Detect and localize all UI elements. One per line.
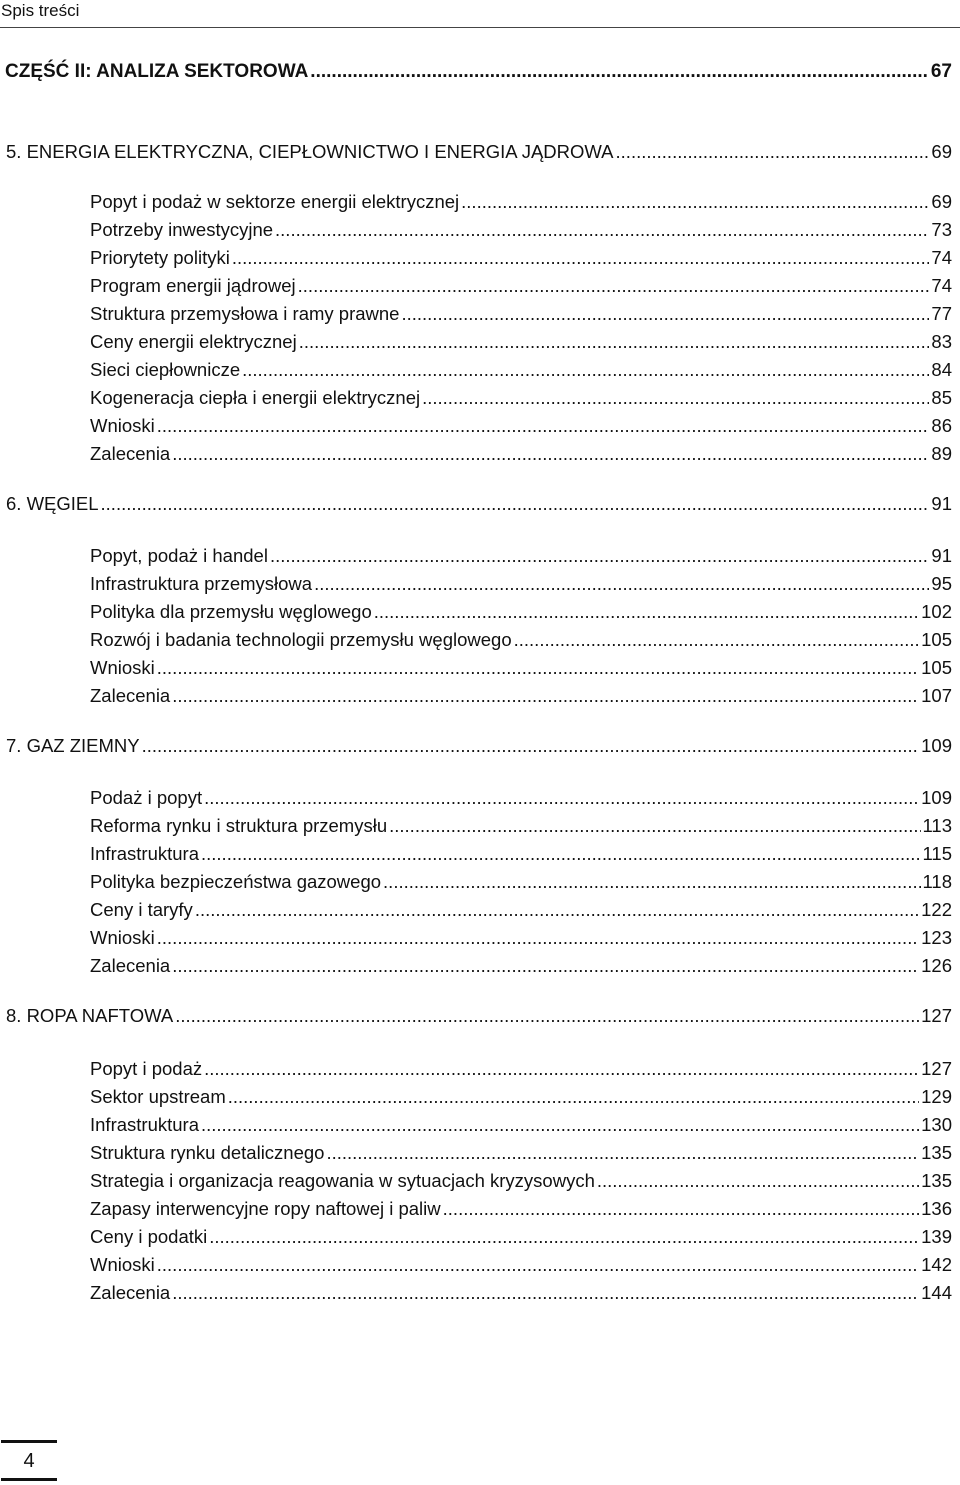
toc-entry-page: 84 — [931, 359, 952, 380]
toc-entry-page: 118 — [922, 871, 952, 892]
toc-dot-leader — [157, 926, 919, 950]
toc-dot-leader — [195, 898, 919, 922]
toc-entry[interactable] — [90, 1113, 952, 1137]
toc-entry[interactable] — [90, 414, 952, 438]
toc-dot-leader — [310, 60, 929, 84]
toc-dot-leader — [383, 870, 920, 894]
toc-dot-leader — [242, 358, 929, 382]
toc-entry[interactable] — [90, 814, 952, 838]
toc-entry-title: Priorytety polityki — [90, 247, 230, 268]
toc-entry-title: Zapasy interwencyjne ropy naftowej i paliw — [90, 1198, 441, 1219]
toc-entry-page: 122 — [921, 899, 952, 920]
toc-entry-page: 109 — [921, 787, 952, 808]
toc-entry-title: Polityka dla przemysłu węglowego — [90, 601, 372, 622]
toc-entry[interactable] — [90, 190, 952, 214]
toc-entry-title: Infrastruktura — [90, 1114, 199, 1135]
page-number-rule-top — [1, 1440, 57, 1443]
toc-entry[interactable] — [90, 1197, 952, 1221]
toc-dot-leader — [232, 246, 930, 270]
toc-dot-leader — [157, 656, 919, 680]
toc-dot-leader — [374, 600, 919, 624]
toc-entry-title: Infrastruktura — [90, 843, 199, 864]
toc-entry[interactable] — [90, 544, 952, 568]
toc-entry-page: 89 — [931, 443, 952, 464]
toc-entry[interactable] — [90, 1085, 952, 1109]
toc-entry-page: 144 — [921, 1282, 952, 1303]
toc-entry[interactable] — [90, 656, 952, 680]
toc-entry[interactable] — [90, 842, 952, 866]
toc-dot-leader — [298, 274, 930, 298]
toc-entry-title: Ceny energii elektrycznej — [90, 331, 297, 352]
toc-dot-leader — [204, 786, 919, 810]
toc-entry-page: 83 — [931, 331, 952, 352]
toc-entry[interactable] — [90, 926, 952, 950]
toc-entry-title: Polityka bezpieczeństwa gazowego — [90, 871, 382, 892]
toc-dot-leader — [401, 302, 929, 326]
toc-dot-leader — [204, 1057, 919, 1081]
toc-dot-leader — [616, 140, 930, 164]
toc-entry-page: 113 — [922, 815, 952, 836]
toc-dot-leader — [201, 842, 921, 866]
toc-entry[interactable] — [90, 600, 952, 624]
toc-entry[interactable] — [90, 218, 952, 242]
toc-entry[interactable] — [5, 60, 952, 84]
toc-entry-page: 69 — [931, 141, 952, 162]
toc-dot-leader — [443, 1197, 919, 1221]
toc-dot-leader — [314, 572, 929, 596]
toc-dot-leader — [389, 814, 920, 838]
toc-dot-leader — [172, 442, 929, 466]
toc-entry-title: 8. ROPA NAFTOWA — [6, 1005, 174, 1026]
toc-entry-title: Ceny i taryfy — [90, 899, 193, 920]
toc-entry-page: 105 — [921, 657, 952, 678]
toc-entry-page: 107 — [921, 685, 952, 706]
toc-entry-title: Wnioski — [90, 415, 155, 436]
toc-entry-page: 127 — [921, 1058, 952, 1079]
toc-entry[interactable] — [90, 628, 952, 652]
toc-entry-title: Sieci ciepłownicze — [90, 359, 241, 380]
toc-entry-page: 91 — [931, 493, 952, 514]
toc-entry[interactable] — [90, 246, 952, 270]
toc-entry-title: Zalecenia — [90, 685, 171, 706]
toc-entry-title: 6. WĘGIEL — [6, 493, 99, 514]
toc-dot-leader — [597, 1169, 919, 1193]
toc-entry[interactable] — [90, 442, 952, 466]
toc-entry-page: 126 — [921, 955, 952, 976]
toc-entry[interactable] — [90, 572, 952, 596]
toc-entry[interactable] — [90, 1057, 952, 1081]
toc-entry-title: Wnioski — [90, 657, 155, 678]
toc-entry-page: 142 — [921, 1254, 952, 1275]
toc-entry-page: 67 — [930, 61, 952, 82]
toc-entry-title: Sektor upstream — [90, 1086, 226, 1107]
toc-entry-title: 7. GAZ ZIEMNY — [6, 735, 140, 756]
toc-entry-title: Rozwój i badania technologii przemysłu węglowego — [90, 629, 512, 650]
toc-entry-title: Popyt, podaż i handel — [90, 545, 268, 566]
toc-dot-leader — [142, 734, 919, 758]
toc-entry[interactable] — [90, 386, 952, 410]
toc-entry-page: 115 — [922, 843, 952, 864]
toc-entry-title: Zalecenia — [90, 443, 171, 464]
toc-entry-page: 73 — [931, 219, 952, 240]
toc-entry-title: Popyt i podaż — [90, 1058, 203, 1079]
toc-entry-page: 136 — [921, 1198, 952, 1219]
toc-entry[interactable] — [90, 302, 952, 326]
toc-entry-title: Zalecenia — [90, 955, 171, 976]
toc-entry-page: 102 — [921, 601, 952, 622]
toc-entry-page: 95 — [931, 573, 952, 594]
toc-entry-title: Wnioski — [90, 927, 155, 948]
toc-entry[interactable] — [90, 684, 952, 708]
toc-entry[interactable] — [90, 1253, 952, 1277]
toc-entry-page: 109 — [921, 735, 952, 756]
toc-entry[interactable] — [90, 1225, 952, 1249]
page-number-rule-bottom — [1, 1478, 57, 1481]
toc-entry-title: Potrzeby inwestycyjne — [90, 219, 274, 240]
page-number: 4 — [23, 1450, 35, 1472]
toc-entry-page: 105 — [921, 629, 952, 650]
toc-entry-page: 74 — [931, 247, 952, 268]
toc-entry[interactable] — [90, 898, 952, 922]
toc-dot-leader — [461, 190, 929, 214]
toc-dot-leader — [172, 954, 919, 978]
toc-dot-leader — [175, 1004, 919, 1028]
toc-entry[interactable] — [90, 330, 952, 354]
toc-entry[interactable] — [90, 358, 952, 382]
toc-entry[interactable] — [90, 1141, 952, 1165]
toc-entry[interactable] — [90, 1281, 952, 1305]
toc-entry-page: 135 — [921, 1142, 952, 1163]
toc-dot-leader — [172, 1281, 919, 1305]
toc-entry-title: Wnioski — [90, 1254, 155, 1275]
toc-entry-page: 123 — [921, 927, 952, 948]
toc-entry-page: 77 — [931, 303, 952, 324]
toc-dot-leader — [228, 1085, 919, 1109]
toc-dot-leader — [157, 1253, 919, 1277]
toc-dot-leader — [270, 544, 929, 568]
toc-entry-page: 69 — [931, 191, 952, 212]
toc-entry[interactable] — [6, 734, 952, 758]
toc-entry[interactable] — [90, 954, 952, 978]
toc-entry-title: Strategia i organizacja reagowania w sytuacjach kryzysowych — [90, 1170, 595, 1191]
toc-entry-title: Popyt i podaż w sektorze energii elektrycznej — [90, 191, 460, 212]
toc-dot-leader — [275, 218, 929, 242]
toc-entry-page: 139 — [921, 1226, 952, 1247]
toc-entry-page: 86 — [931, 415, 952, 436]
toc-entry[interactable] — [6, 492, 952, 516]
toc-entry-title: Kogeneracja ciepła i energii elektrycznej — [90, 387, 421, 408]
toc-dot-leader — [201, 1113, 919, 1137]
toc-dot-leader — [326, 1141, 919, 1165]
toc-entry-title: Infrastruktura przemysłowa — [90, 573, 313, 594]
toc-dot-leader — [157, 414, 930, 438]
toc-entry-title: Reforma rynku i struktura przemysłu — [90, 815, 388, 836]
toc-entry-page: 85 — [931, 387, 952, 408]
toc-entry-title: Zalecenia — [90, 1282, 171, 1303]
toc-entry-title: Struktura rynku detalicznego — [90, 1142, 325, 1163]
toc-entry-page: 135 — [921, 1170, 952, 1191]
page-header — [0, 0, 960, 28]
toc-entry-title: CZĘŚĆ II: ANALIZA SEKTOROWA — [5, 61, 309, 82]
toc-dot-leader — [172, 684, 919, 708]
toc-dot-leader — [101, 492, 930, 516]
toc-entry-page: 130 — [921, 1114, 952, 1135]
toc-entry-page: 91 — [931, 545, 952, 566]
toc-entry[interactable] — [90, 274, 952, 298]
toc-dot-leader — [209, 1225, 919, 1249]
toc-entry-title: 5. ENERGIA ELEKTRYCZNA, CIEPŁOWNICTWO I ENERGIA JĄDROWA — [6, 141, 614, 162]
toc-entry[interactable] — [6, 140, 952, 164]
header-title: Spis treści — [1, 1, 80, 20]
toc-entry-page: 129 — [921, 1086, 952, 1107]
toc-entry[interactable] — [90, 1169, 952, 1193]
toc-entry-title: Program energii jądrowej — [90, 275, 296, 296]
toc-entry-title: Struktura przemysłowa i ramy prawne — [90, 303, 400, 324]
toc-entry-page: 74 — [931, 275, 952, 296]
toc-entry-title: Ceny i podatki — [90, 1226, 208, 1247]
toc-dot-leader — [422, 386, 929, 410]
toc-dot-leader — [514, 628, 920, 652]
toc-entry[interactable] — [6, 1004, 952, 1028]
toc-entry-page: 127 — [921, 1005, 952, 1026]
toc-entry[interactable] — [90, 870, 952, 894]
toc-dot-leader — [299, 330, 930, 354]
toc-entry-title: Podaż i popyt — [90, 787, 203, 808]
toc-entry[interactable] — [90, 786, 952, 810]
